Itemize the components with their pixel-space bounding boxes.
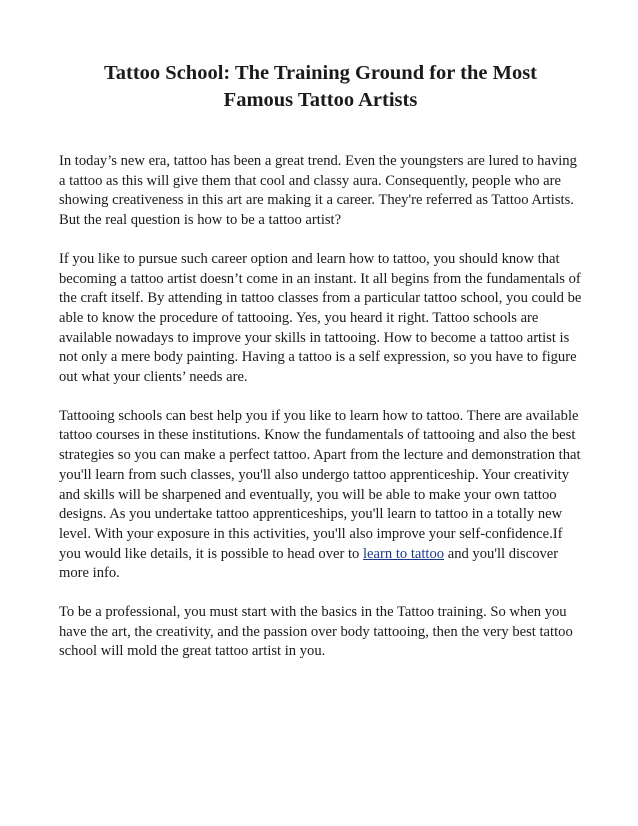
paragraph-conclusion: To be a professional, you must start with the basics in the Tattoo training. So when you have the art, the creativity, and the passion over body tattooing, then the very best tattoo school will mold the great tattoo artist in you. (59, 604, 573, 660)
page-title: Tattoo School: The Training Ground for the Most Famous Tattoo Artists (103, 62, 538, 111)
paragraph-career: If you like to pursue such career option and learn how to tattoo, you should know that becoming a tattoo artist doesn’t come in an instant. It all begins from the fundamentals of the craft itself. By attending in tattoo classes from a particular tattoo school, you could be able to know the procedure of tattooing. Yes, you heard it right. Tattoo schools are available nowadays to improve your skills in tattooing. How to become a tattoo artist is not only a mere body painting. Having a tattoo is a self expression, so you have to figure out what your clients’ needs are. (59, 250, 582, 386)
learn-to-tattoo-link[interactable]: learn to tattoo (363, 545, 445, 562)
paragraph-schools (59, 407, 582, 584)
paragraph-intro: In today’s new era, tattoo has been a great trend. Even the youngsters are lured to having a tattoo as this will give them that cool and classy aura. Consequently, people who are showing creativeness in this art are making it a career. They're referred as Tattoo Artists. But the real question is how to be a tattoo artist? (59, 153, 577, 229)
paragraph-schools-text: Tattooing schools can best help you if you like to learn how to tattoo. There are available tattoo courses in these institutions. Know the fundamentals of tattooing and also the best strategies so you can make a perfect tattoo. Apart from the lecture and demonstration that you'll learn from such classes, you'll also undergo tattoo apprenticeship. Your creativity and skills will be sharpened and eventually, you will be able to make your own tattoo designs. As you undertake tattoo apprenticeships, you'll learn to tattoo in a totally new level. With your exposure in this activities, you'll also improve your self-confidence.If you would like details, it is possible to head over to (59, 407, 581, 562)
paragraph-schools-tail: and you'll discover more info. (59, 545, 559, 582)
